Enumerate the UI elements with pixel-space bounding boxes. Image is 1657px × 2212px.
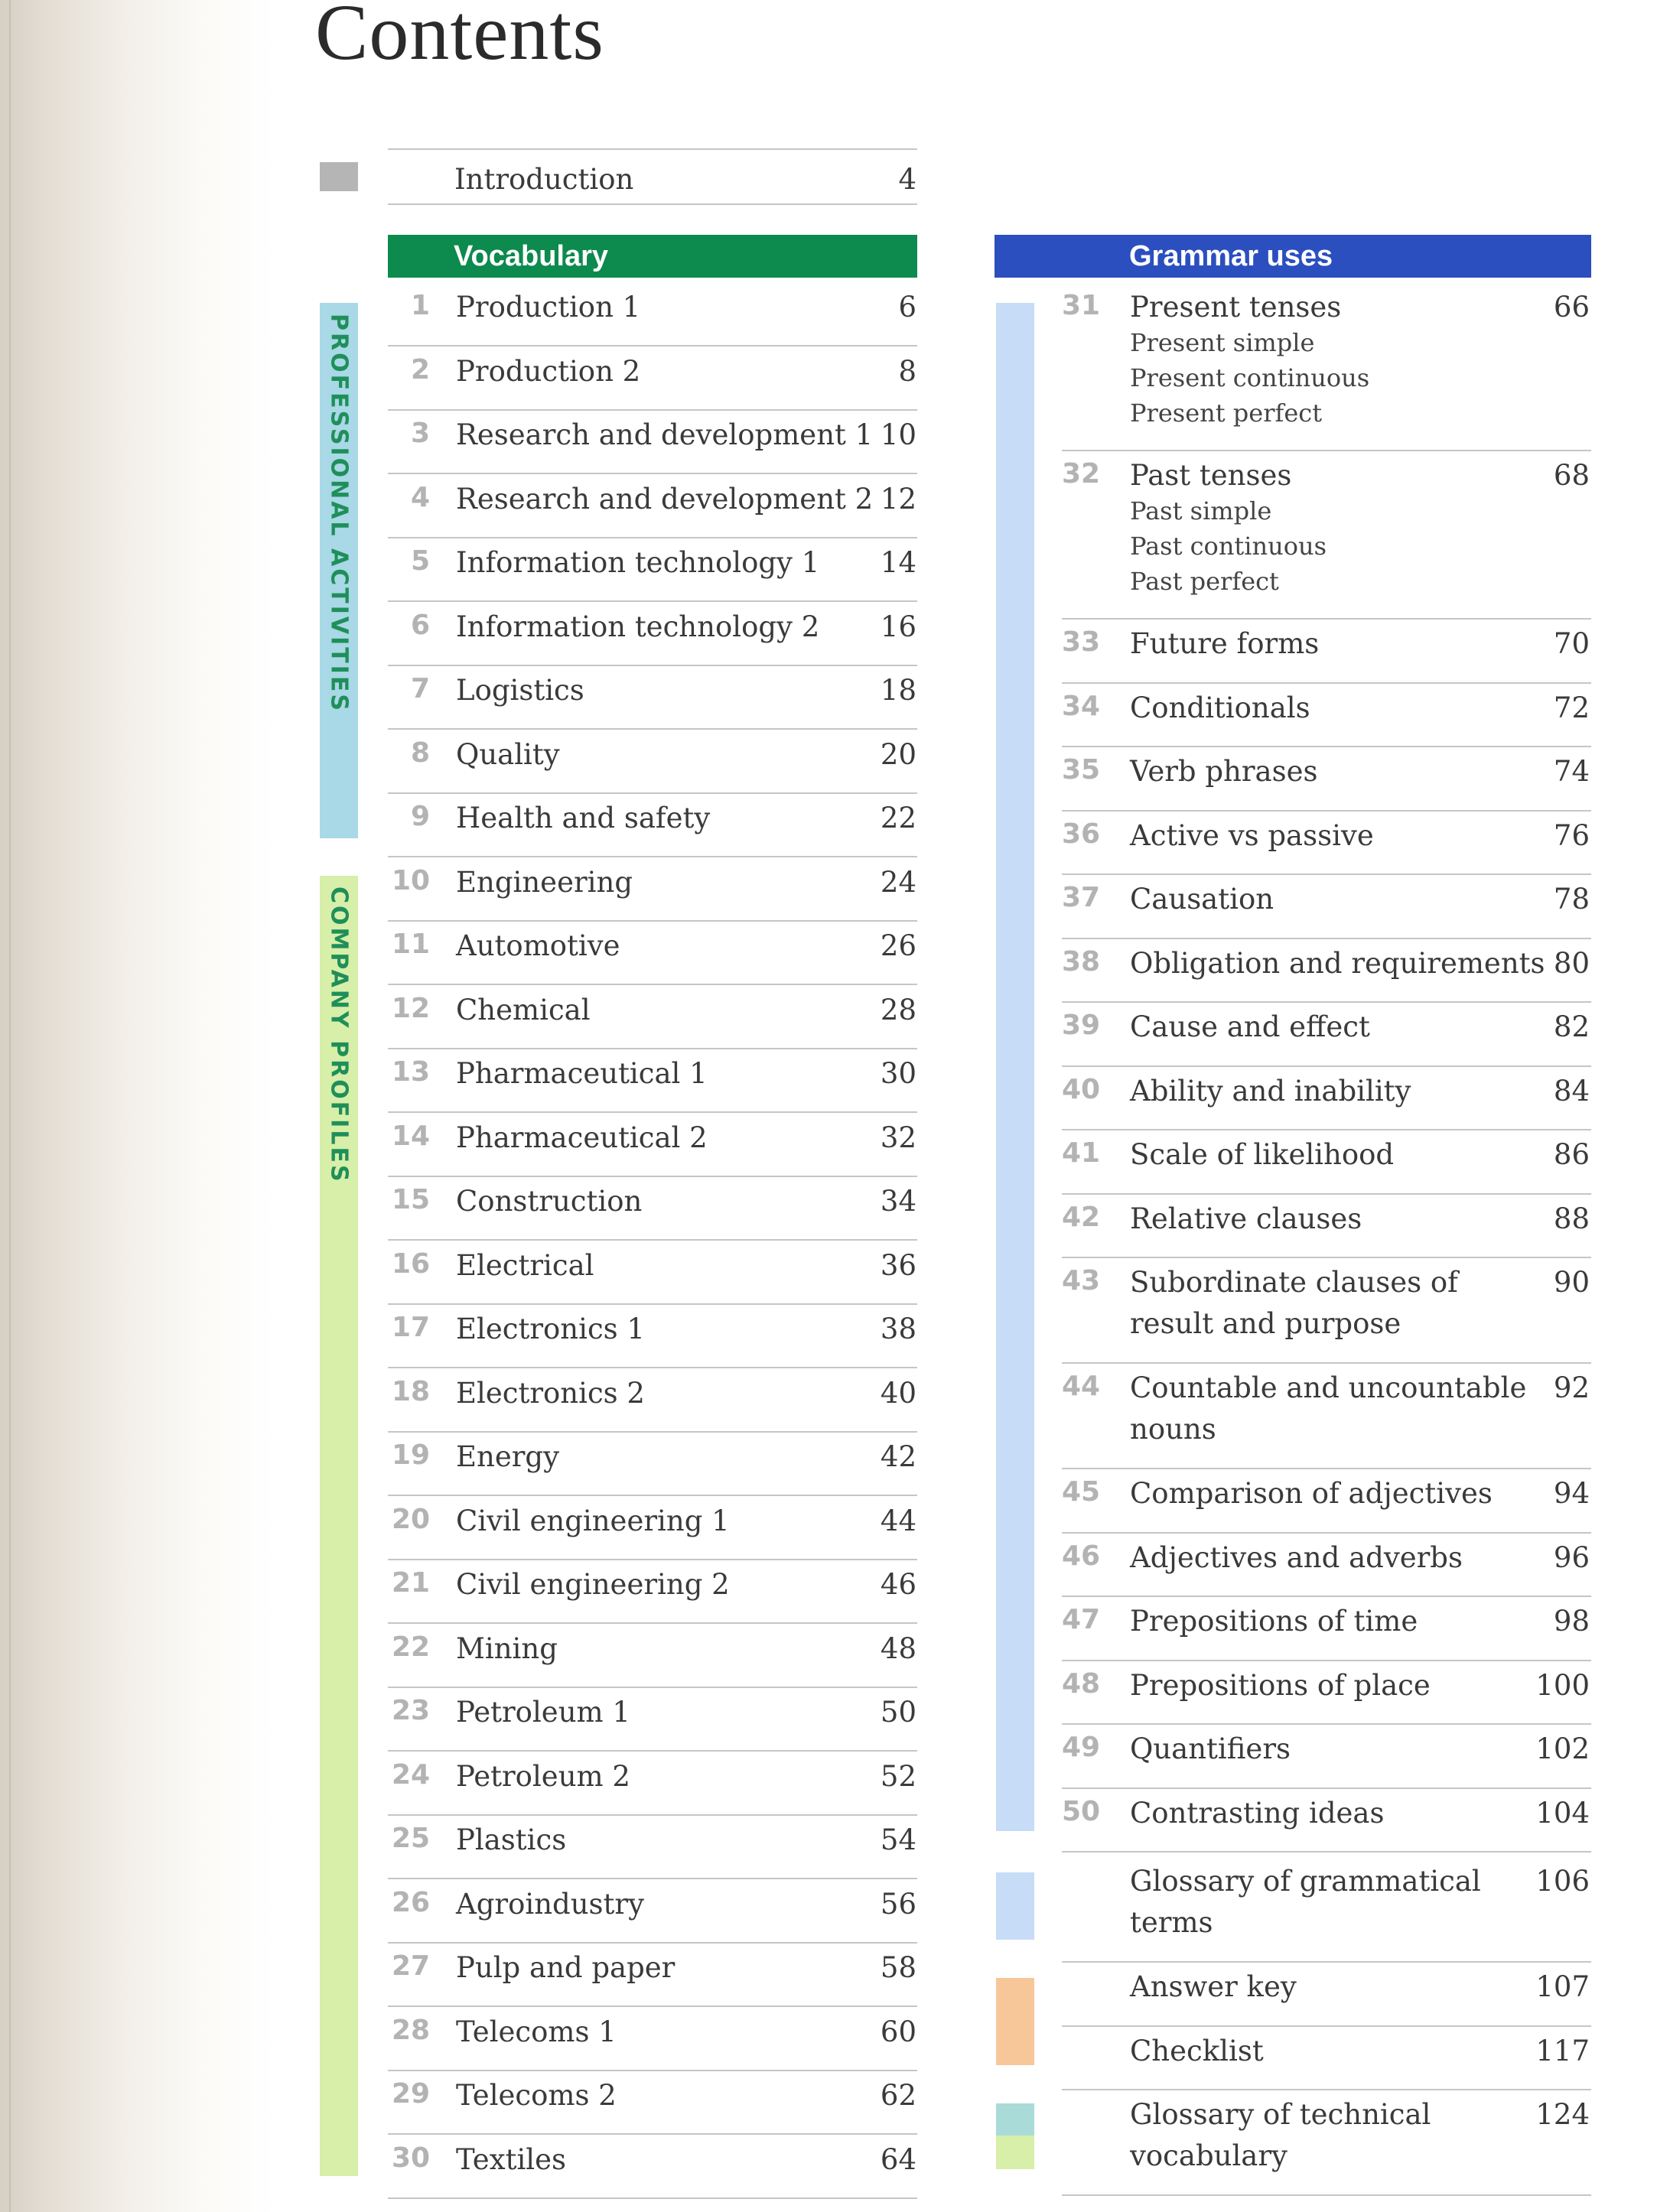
page-number: 60 [880,2015,916,2048]
divider [1062,1961,1591,1963]
glossary-technical-swatch-top [996,2103,1034,2136]
toc-entry[interactable]: Verb phrases [1130,755,1318,788]
toc-entry[interactable]: Civil engineering 1 [456,1504,730,1537]
professional-activities-tab [320,303,358,838]
toc-entry[interactable]: Ability and inability [1130,1074,1411,1108]
page-number: 62 [880,2079,916,2112]
divider [388,2005,917,2007]
page-number: 84 [1553,1074,1590,1108]
company-profiles-label: COMPANY PROFILES [325,886,353,1184]
unit-number: 15 [392,1184,431,1215]
page-number: 100 [1535,1668,1590,1702]
toc-entry[interactable]: Glossary of grammatical [1130,1865,1481,1898]
toc-entry-continued: nouns [1130,1413,1216,1446]
toc-entry[interactable]: Future forms [1130,627,1320,660]
divider [388,1878,917,1879]
toc-entry[interactable]: Telecoms 1 [456,2015,617,2048]
toc-entry-continued: terms [1130,1906,1213,1939]
unit-number: 41 [1062,1137,1101,1169]
page-number: 76 [1553,818,1590,852]
unit-number: 24 [392,1758,431,1791]
toc-subentry: Present perfect [1130,398,1323,428]
unit-number: 8 [411,737,431,769]
divider [388,1750,917,1752]
toc-entry[interactable]: Prepositions of place [1130,1668,1431,1702]
page-number: 30 [880,1057,916,1090]
toc-entry-continued: result and purpose [1130,1307,1401,1340]
toc-entry[interactable]: Adjectives and adverbs [1130,1540,1463,1574]
toc-entry[interactable]: Petroleum 2 [456,1759,630,1793]
unit-number: 12 [392,992,431,1024]
page-number: 78 [1553,883,1590,916]
divider [388,1239,917,1241]
unit-number: 33 [1062,626,1101,658]
page-number: 117 [1535,2034,1590,2067]
unit-number: 16 [392,1248,431,1280]
divider [1062,1596,1591,1597]
divider [1062,1532,1591,1534]
divider [388,2133,917,2135]
toc-entry[interactable]: Electrical [456,1248,594,1282]
grammar-header-label: Grammar uses [1129,240,1333,272]
page-number: 64 [880,2142,916,2176]
page-number: 66 [1553,291,1590,324]
glossary-grammar-swatch [996,1872,1034,1940]
grammar-strip [996,303,1034,1831]
page-number: 44 [880,1504,916,1537]
divider [388,1111,917,1113]
page-number: 68 [1553,459,1590,492]
divider [388,1814,917,1816]
unit-number: 13 [392,1056,431,1088]
toc-entry[interactable]: Automotive [456,929,620,962]
unit-number: 1 [411,290,431,321]
page-number: 96 [1553,1540,1590,1574]
unit-number: 49 [1062,1732,1101,1763]
toc-entry[interactable]: Telecoms 2 [456,2079,617,2112]
page-number: 88 [1553,1202,1590,1235]
toc-entry[interactable]: Production 2 [456,354,641,388]
unit-number: 25 [392,1823,431,1854]
toc-entry[interactable]: Construction [456,1185,643,1218]
divider [1062,1468,1591,1469]
page-number: 70 [1553,627,1590,660]
unit-number: 11 [392,929,431,960]
page-number: 52 [880,1759,916,1793]
unit-number: 17 [392,1312,431,1343]
divider [388,409,917,411]
unit-number: 28 [392,2014,431,2046]
divider [388,1176,917,1177]
page-number: 94 [1553,1477,1590,1510]
toc-entry[interactable]: Cause and effect [1130,1010,1370,1043]
unit-number: 14 [392,1120,431,1152]
glossary-technical-swatch-bottom [996,2136,1034,2169]
page-number: 80 [1553,946,1590,980]
page-number: 32 [880,1121,916,1154]
page-number: 14 [880,546,916,579]
page-number: 26 [880,929,916,962]
divider [1062,2089,1591,2090]
toc-entry[interactable]: Agroindustry [456,1887,644,1921]
toc-entry[interactable]: Pulp and paper [456,1951,675,1984]
toc-entry[interactable]: Information technology 1 [456,546,820,579]
page-number: 74 [1553,755,1590,788]
page-number: 10 [880,418,916,451]
toc-entry[interactable]: Past tenses [1130,459,1292,492]
page-number: 20 [880,737,916,771]
toc-entry[interactable]: Electronics 1 [456,1313,645,1345]
divider [388,148,917,150]
page-number: 38 [880,1313,916,1345]
toc-entry[interactable]: Mining [456,1631,558,1665]
divider [1062,682,1591,684]
divider [388,1048,917,1049]
toc-entry[interactable]: Causation [1130,883,1274,916]
unit-number: 36 [1062,818,1101,850]
page-number: 42 [880,1440,916,1473]
toc-entry[interactable]: Conditionals [1130,691,1310,724]
divider [1062,1193,1591,1195]
unit-number: 4 [411,481,431,513]
unit-number: 46 [1062,1540,1101,1572]
vocabulary-header-label: Vocabulary [454,240,609,272]
divider [388,203,917,205]
page-number: 104 [1535,1796,1590,1830]
unit-number: 35 [1062,754,1101,786]
unit-number: 30 [392,2142,431,2174]
toc-entry[interactable]: Production 1 [456,291,641,324]
unit-number: 9 [411,801,431,832]
divider [1062,1660,1591,1661]
divider [388,920,917,922]
grammar-header [995,235,1591,278]
toc-entry[interactable]: Comparison of adjectives [1130,1477,1493,1510]
toc-subentry: Past simple [1130,496,1272,525]
page-number: 98 [1553,1605,1590,1638]
page-number: 106 [1535,1865,1590,1898]
divider [1062,1129,1591,1130]
page-number: 18 [880,674,916,707]
divider [388,2070,917,2071]
divider [388,856,917,857]
page-number: 46 [880,1568,916,1601]
unit-number: 48 [1062,1667,1101,1700]
page-number: 54 [880,1823,916,1856]
divider [388,665,917,666]
divider [388,1495,917,1496]
professional-activities-label: PROFESSIONAL ACTIVITIES [325,314,353,713]
toc-entry[interactable]: Obligation and requirements [1130,946,1545,980]
toc-entry[interactable]: Electronics 2 [456,1376,645,1410]
unit-number: 3 [411,418,431,449]
answer-key-swatch [996,1978,1034,2065]
toc-entry[interactable]: Logistics [456,674,584,707]
unit-number: 40 [1062,1073,1101,1105]
unit-number: 10 [392,864,431,896]
toc-entry[interactable]: Relative clauses [1130,1202,1362,1235]
page-number: 22 [880,802,916,834]
page-number: 36 [880,1248,916,1282]
toc-entry[interactable]: Subordinate clauses of [1130,1266,1458,1299]
unit-number: 22 [392,1631,431,1663]
divider [388,1687,917,1688]
divider [1062,2025,1591,2027]
toc-entry[interactable]: Contrasting ideas [1130,1796,1385,1830]
unit-number: 31 [1062,290,1101,321]
toc-entry[interactable]: Health and safety [456,802,711,834]
page-number: 28 [880,993,916,1026]
divider [1062,1001,1591,1003]
toc-entry[interactable]: Answer key [1130,1970,1297,2003]
unit-number: 45 [1062,1476,1101,1508]
divider [1062,1257,1591,1258]
toc-subentry: Present continuous [1130,363,1370,392]
divider [1062,746,1591,747]
divider [388,984,917,985]
divider [388,2197,917,2199]
page-number: 34 [880,1185,916,1218]
divider [388,600,917,602]
toc-entry[interactable]: Countable and uncountable [1130,1371,1527,1404]
toc-entry-introduction[interactable]: Introduction [454,163,634,196]
toc-subentry: Past perfect [1130,567,1279,596]
toc-subentry: Past continuous [1130,532,1327,561]
toc-entry[interactable]: Scale of likelihood [1130,1138,1395,1171]
page-number: 58 [880,1951,916,1984]
toc-entry[interactable]: Energy [456,1440,560,1473]
divider [388,537,917,538]
toc-entry[interactable]: Quality [456,737,560,771]
toc-entry[interactable]: Quantifiers [1130,1732,1291,1765]
intro-swatch [320,162,358,191]
unit-number: 50 [1062,1795,1101,1827]
unit-number: 20 [392,1503,431,1535]
divider [1062,1787,1591,1789]
divider [1062,1851,1591,1853]
page-number: 6 [898,291,916,324]
unit-number: 18 [392,1375,431,1407]
unit-number: 44 [1062,1371,1101,1402]
unit-number: 34 [1062,690,1101,722]
page-number: 72 [1553,691,1590,724]
toc-entry[interactable]: Research and development 1 [456,418,874,451]
toc-entry[interactable]: Engineering [456,865,633,899]
page-number: 82 [1553,1010,1590,1043]
page-number: 92 [1553,1371,1590,1404]
divider [388,1559,917,1560]
page-number: 102 [1535,1732,1590,1765]
page-number: 8 [898,354,916,388]
unit-number: 7 [411,673,431,704]
divider [1062,1723,1591,1725]
unit-number: 21 [392,1567,431,1599]
toc-entry[interactable]: Textiles [456,2142,566,2176]
divider [388,728,917,730]
unit-number: 47 [1062,1604,1101,1635]
divider [1062,1362,1591,1364]
divider [1062,618,1591,620]
divider [388,345,917,346]
unit-number: 37 [1062,882,1101,913]
divider [388,473,917,474]
divider [388,1942,917,1944]
toc-entry[interactable]: Chemical [456,993,591,1026]
divider [1062,938,1591,939]
page-number: 4 [898,163,916,196]
divider [1062,1065,1591,1067]
divider [388,1367,917,1368]
page-number: 124 [1535,2098,1590,2131]
unit-number: 23 [392,1695,431,1726]
unit-number: 2 [411,353,431,385]
divider [1062,450,1591,451]
unit-number: 6 [411,609,431,641]
toc-entry[interactable]: Information technology 2 [456,610,820,643]
unit-number: 29 [392,2078,431,2110]
divider [388,1622,917,1624]
unit-number: 38 [1062,945,1101,978]
page-title: Contents [315,0,604,76]
vocabulary-header [388,235,917,278]
divider [1062,2194,1591,2196]
page-number: 107 [1535,1970,1590,2003]
toc-entry[interactable]: Glossary of technical [1130,2098,1431,2131]
page-number: 86 [1553,1138,1590,1171]
company-profiles-tab [320,876,358,2176]
unit-number: 19 [392,1439,431,1471]
toc-entry[interactable]: Civil engineering 2 [456,1568,730,1601]
toc-entry[interactable]: Prepositions of time [1130,1605,1418,1638]
toc-entry[interactable]: Active vs passive [1130,818,1374,852]
page-number: 24 [880,865,916,899]
page-number: 90 [1553,1266,1590,1299]
toc-entry[interactable]: Petroleum 1 [456,1696,630,1729]
unit-number: 5 [411,545,431,577]
unit-number: 32 [1062,458,1101,490]
divider [388,792,917,794]
unit-number: 26 [392,1886,431,1918]
divider [388,1431,917,1433]
toc-entry[interactable]: Present tenses [1130,291,1342,324]
unit-number: 42 [1062,1201,1101,1233]
page-number: 16 [880,610,916,643]
unit-number: 39 [1062,1010,1101,1041]
divider [1062,873,1591,875]
toc-entry[interactable]: Research and development 2 [456,482,874,516]
page-number: 48 [880,1631,916,1665]
divider [388,1303,917,1305]
toc-entry[interactable]: Pharmaceutical 2 [456,1121,708,1154]
page-number: 56 [880,1887,916,1921]
toc-entry[interactable]: Checklist [1130,2034,1264,2067]
unit-number: 27 [392,1950,431,1982]
toc-entry[interactable]: Plastics [456,1823,567,1856]
toc-entry-continued: vocabulary [1130,2139,1288,2172]
unit-number: 43 [1062,1265,1101,1296]
toc-subentry: Present simple [1130,328,1315,357]
toc-entry[interactable]: Pharmaceutical 1 [456,1057,708,1090]
page-spine [9,0,11,2212]
divider [1062,810,1591,812]
page-number: 50 [880,1696,916,1729]
page-number: 12 [880,482,916,516]
page-number: 40 [880,1376,916,1410]
